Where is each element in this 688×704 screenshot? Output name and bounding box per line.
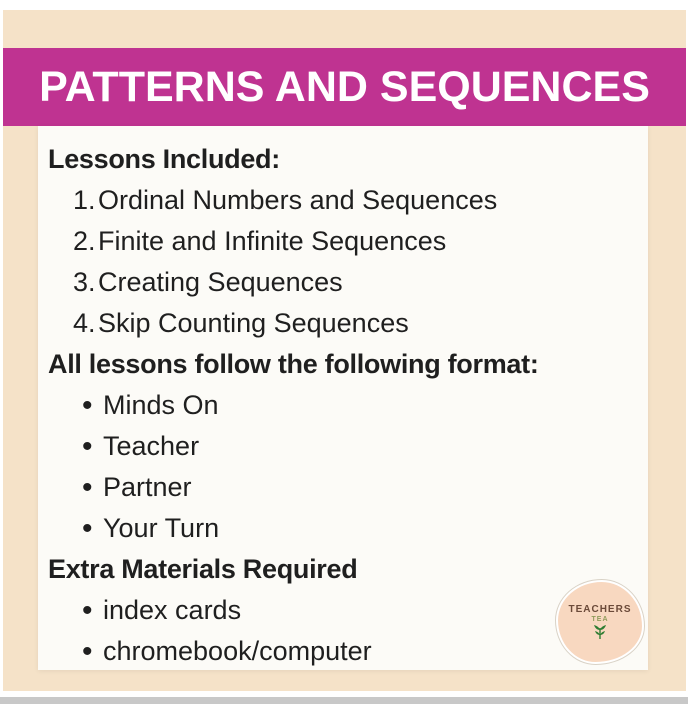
lesson-item [38, 180, 648, 221]
lesson-item-label: Skip Counting Sequences [98, 308, 409, 338]
list-number: 3. [73, 267, 96, 297]
title-band [3, 48, 686, 126]
lesson-item [38, 221, 648, 262]
material-item-label: chromebook/computer [103, 636, 372, 666]
section-heading-materials: Extra Materials Required [48, 554, 358, 584]
lesson-item-label: Ordinal Numbers and Sequences [98, 185, 498, 215]
lesson-item-label: Finite and Infinite Sequences [98, 226, 447, 256]
section-heading-lessons: Lessons Included: [48, 144, 280, 174]
format-item-label: Partner [103, 472, 192, 502]
lesson-item [38, 303, 648, 344]
lesson-item [38, 262, 648, 303]
page-title: PATTERNS AND SEQUENCES [39, 62, 650, 111]
list-number: 2. [73, 226, 96, 256]
bullet-icon: • [82, 594, 93, 627]
format-item-label: Teacher [103, 431, 200, 461]
bullet-icon: • [82, 430, 93, 463]
format-item [38, 426, 648, 467]
lesson-item-label: Creating Sequences [98, 267, 343, 297]
format-item [38, 385, 648, 426]
format-item [38, 508, 648, 549]
bottom-gray-bar [0, 697, 688, 704]
bullet-icon: • [82, 512, 93, 545]
format-item-label: Minds On [103, 390, 219, 420]
teachers-tea-logo [556, 580, 644, 664]
format-item [38, 467, 648, 508]
list-number: 4. [73, 308, 96, 338]
bullet-icon: • [82, 635, 93, 668]
logo-sub-text: TEA [591, 616, 609, 623]
list-number: 1. [73, 185, 96, 215]
content-panel [38, 126, 648, 670]
bullet-icon: • [82, 471, 93, 504]
logo-name-text: TEACHERS [568, 604, 632, 615]
bullet-icon: • [82, 389, 93, 422]
material-item-label: index cards [103, 595, 242, 625]
material-item [38, 631, 648, 672]
format-item-label: Your Turn [103, 513, 220, 543]
section-heading-format: All lessons follow the following format: [48, 349, 539, 379]
plant-sprig-icon [591, 624, 609, 640]
